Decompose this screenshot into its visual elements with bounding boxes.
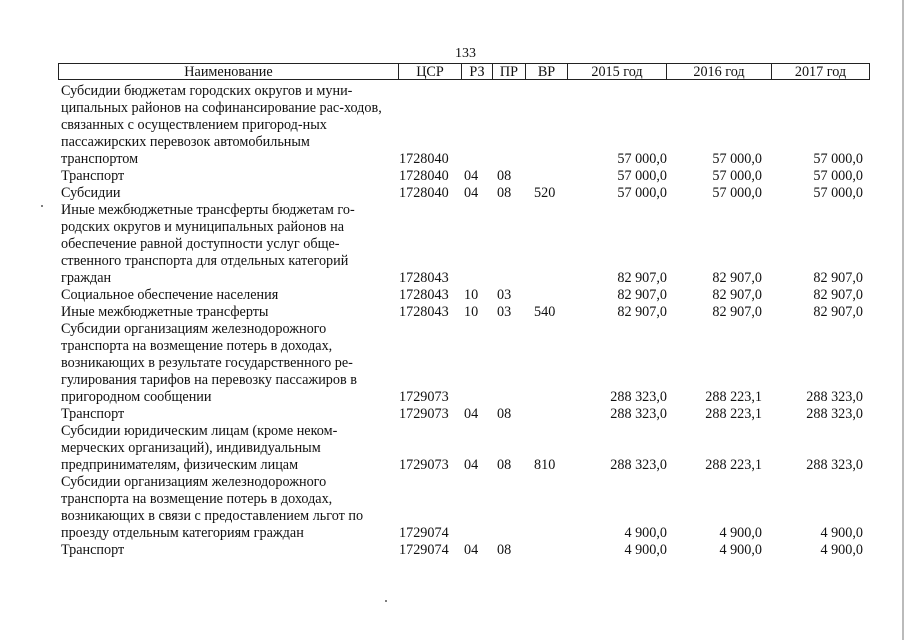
cell-vr: 540 xyxy=(534,304,556,320)
cell-2016: 288 223,1 xyxy=(705,457,762,473)
header-name: Наименование xyxy=(184,64,273,80)
cell-rz: 04 xyxy=(464,168,479,184)
table-row xyxy=(58,185,870,202)
table-row xyxy=(58,474,870,542)
cell-2017: 82 907,0 xyxy=(813,287,863,303)
scan-speck xyxy=(385,600,387,602)
cell-2017: 4 900,0 xyxy=(820,525,863,541)
table-row xyxy=(58,423,870,474)
cell-2015: 82 907,0 xyxy=(617,270,667,286)
cell-2015: 288 323,0 xyxy=(610,389,667,405)
cell-2016: 82 907,0 xyxy=(712,270,762,286)
cell-2016: 57 000,0 xyxy=(712,168,762,184)
cell-pr: 08 xyxy=(497,185,512,201)
header-2017: 2017 год xyxy=(771,64,869,79)
cell-rz: 04 xyxy=(464,457,479,473)
cell-2016: 57 000,0 xyxy=(712,185,762,201)
cell-csr: 1728040 xyxy=(399,151,449,167)
table-header xyxy=(58,63,870,80)
table-row xyxy=(58,321,870,406)
cell-2017: 82 907,0 xyxy=(813,304,863,320)
cell-pr: 08 xyxy=(497,457,512,473)
cell-2015: 4 900,0 xyxy=(624,525,667,541)
table-row xyxy=(58,168,870,185)
table-row xyxy=(58,304,870,321)
cell-csr: 1729073 xyxy=(399,457,449,473)
header-csr: ЦСР xyxy=(398,64,461,79)
cell-2017: 288 323,0 xyxy=(806,457,863,473)
cell-name: Социальное обеспечение населения xyxy=(61,287,279,303)
cell-name: Транспорт xyxy=(61,406,125,422)
cell-rz: 10 xyxy=(464,287,479,303)
cell-csr: 1729073 xyxy=(399,389,449,405)
cell-name: Иные межбюджетные трансферты бюджетам го-родских округов и муниципальных районов на обеспечение равной доступности услуг обще-ственного транспорта для отдельных категорий граждан xyxy=(61,202,355,286)
scan-edge xyxy=(902,0,904,640)
scan-speck xyxy=(41,205,43,207)
header-vr: ВР xyxy=(525,64,567,79)
cell-pr: 03 xyxy=(497,304,512,320)
cell-2017: 57 000,0 xyxy=(813,151,863,167)
cell-rz: 10 xyxy=(464,304,479,320)
table-row xyxy=(58,542,870,559)
cell-csr: 1729073 xyxy=(399,406,449,422)
cell-2017: 288 323,0 xyxy=(806,406,863,422)
cell-name: Субсидии организациям железнодорожного транспорта на возмещение потерь в доходах, возникающих в связи с предоставлением льгот по проезду отдельным категориям граждан xyxy=(61,474,364,541)
cell-2015: 57 000,0 xyxy=(617,185,667,201)
table-body xyxy=(58,83,870,559)
cell-csr: 1728043 xyxy=(399,270,449,286)
cell-2017: 57 000,0 xyxy=(813,185,863,201)
cell-csr: 1728040 xyxy=(399,168,449,184)
cell-2017: 57 000,0 xyxy=(813,168,863,184)
cell-rz: 04 xyxy=(464,542,479,558)
header-rz: РЗ xyxy=(461,64,492,79)
cell-2015: 82 907,0 xyxy=(617,287,667,303)
cell-csr: 1728040 xyxy=(399,185,449,201)
table-row xyxy=(58,83,870,168)
table-row xyxy=(58,406,870,423)
cell-name: Транспорт xyxy=(61,168,125,184)
cell-2015: 57 000,0 xyxy=(617,168,667,184)
cell-2016: 288 223,1 xyxy=(705,406,762,422)
cell-csr: 1729074 xyxy=(399,542,449,558)
cell-name: Субсидии организациям железнодорожного транспорта на возмещение потерь в доходах, возникающих в результате государственного ре-гулирования тарифов на перевозку пассажиров в пригородном сообщении xyxy=(61,321,357,405)
table-row xyxy=(58,287,870,304)
cell-2016: 4 900,0 xyxy=(719,525,762,541)
table-row xyxy=(58,202,870,287)
cell-pr: 08 xyxy=(497,406,512,422)
header-2016: 2016 год xyxy=(666,64,771,79)
cell-2016: 4 900,0 xyxy=(719,542,762,558)
cell-pr: 03 xyxy=(497,287,512,303)
cell-vr: 810 xyxy=(534,457,556,473)
header-2015: 2015 год xyxy=(567,64,666,79)
cell-2017: 82 907,0 xyxy=(813,270,863,286)
budget-table xyxy=(58,63,870,559)
cell-2015: 288 323,0 xyxy=(610,406,667,422)
cell-pr: 08 xyxy=(497,168,512,184)
cell-rz: 04 xyxy=(464,185,479,201)
cell-2016: 82 907,0 xyxy=(712,287,762,303)
cell-pr: 08 xyxy=(497,542,512,558)
header-pr: ПР xyxy=(492,64,525,79)
cell-name: Транспорт xyxy=(61,542,125,558)
cell-name: Субсидии юридическим лицам (кроме неком-мерческих организаций), индивидуальным предпринимателям, физическим лицам xyxy=(61,423,338,473)
cell-name: Субсидии xyxy=(61,185,121,201)
page-number: 133 xyxy=(455,46,476,61)
cell-name: Иные межбюджетные трансферты xyxy=(61,304,269,320)
cell-2017: 288 323,0 xyxy=(806,389,863,405)
cell-2017: 4 900,0 xyxy=(820,542,863,558)
cell-2015: 82 907,0 xyxy=(617,304,667,320)
cell-name: Субсидии бюджетам городских округов и муни-ципальных районов на софинансирование рас-ходов, связанных с осуществлением пригород-ных пассажирских перевозок автомобильным транспортом xyxy=(61,83,382,167)
cell-2016: 288 223,1 xyxy=(705,389,762,405)
cell-csr: 1729074 xyxy=(399,525,449,541)
cell-vr: 520 xyxy=(534,185,556,201)
cell-2015: 4 900,0 xyxy=(624,542,667,558)
cell-2015: 288 323,0 xyxy=(610,457,667,473)
cell-csr: 1728043 xyxy=(399,287,449,303)
cell-2016: 57 000,0 xyxy=(712,151,762,167)
cell-rz: 04 xyxy=(464,406,479,422)
cell-2015: 57 000,0 xyxy=(617,151,667,167)
cell-csr: 1728043 xyxy=(399,304,449,320)
cell-2016: 82 907,0 xyxy=(712,304,762,320)
